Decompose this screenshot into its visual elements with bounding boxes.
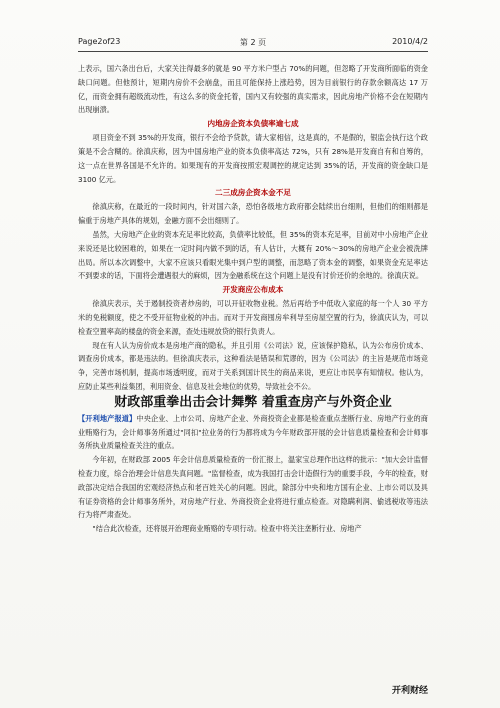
subheading: 内地房企资本负债率逾七成 [207,119,299,129]
header-divider [78,51,428,52]
paragraph: 现在有人认为房价成本是房地产商的隐私，并且引用《公司法》说，应该保护隐私，认为公布房价成本、调查房价成本，都是违法的。但徐滇庆表示，这种看法是错误和荒谬的，因为《公司法》的主旨是规范市场竞争，完善市场机制，提高市场透明度，而对于关系到国计民生的商品来说，更应让市民享有知情权。他认为，应防止某些利益集团，利用资金、信息及社会地位的优势，导致社会不公。 [78,340,428,391]
subheading: 开发商应公布成本 [222,285,284,295]
paragraph: 今年初，在财政部 2005 年会计信息质量检查的一份汇报上，温家宝总理作出这样的批示："加大会计监督检查力度，综合治理会计信息失真问题。"监督检查，成为我国打击会计造假行为的重要手段，今年的检查，财政部决定结合我国的宏观经济热点和老百姓关心的问题。因此，除部分中央和地方国有企业、上市公司以及具有证券资格的会计师事务所外，对房地产行业、外商投资企业将进行重点检查。对隐瞒利润、偷逃税收等违法行为将严肃查处。 [78,455,428,520]
subheading: 二三成房企资本金不足 [215,188,291,198]
article-body [78,62,428,536]
footer-brand: 开利财经 [391,686,428,696]
paragraph: 徐滇庆表示，关于遏制投资者炒房的，可以开征收物业税。然后再给予中低收入家庭的每一个人 30 平方米的免税额度，使之不受开征物业税的冲击。而对于开发商囤房牟利导至房屋空置的行为，徐滇庆认为，可以检查空置率高的楼盘的资金来源，查处违规放贷的银行负责人。 [78,299,428,336]
paragraph: "结合此次检查，还将展开治理商业贿赂的专项行动。检查中将关注垄断行业、房地产 [92,524,362,534]
paragraph-with-tag [78,412,428,453]
paragraph: 虽然，大房地产企业的资本充足率比较高，负债率比较低，但 35%的资本充足率，目前对中小房地产企业来说还是比较困难的，如果在一定时间内做不到的话，有人估计，大概有 20%～30%的房地产企业会被洗牌出局。所以本次调整中，大家不应该只看眼光集中到户型的调整，而忽略了资本金的调整，如果资金充足率达不到要求的话，下面将会遭遇很大的麻烦，因为金融系统在这个问题上是没有讨价还价的余地的。徐滇庆说。 [78,229,428,281]
page-of-count: Page2of23 [78,37,121,46]
page-number-label: 第 2 页 [239,38,267,47]
paragraph-text: 中央企业、上市公司、房地产企业、外商投资企业都是检查重点垄断行业、房地产行业的商业贿赂行为，会计师事务所通过"同扣"拉业务的行为都将成为今年财政部开展的会计信息质量检查和会计师事务所执业质量检查关注的重点。 [78,413,428,451]
paragraph: 徐滇庆称，在最近的一段时间内，针对国六条，恐怕各级地方政府都会陆续出台细则，但他们的细则都是偏重于房地产具体的规划，金融方面不会出细则了。 [78,202,428,226]
paragraph: 项目资金不到 35%的开发商，银行不会给予贷款，请大家相信，这是真的，不是假的，银监会执行这个政策是不会含糊的。徐滇庆称，因为中国房地产业的资本负债率高达 72%，只有 28%是开发商自有和自筹的，这一点在世界各国是不允许的。如果现有的开发商按照宏观调控的规定达到 35%的话，开发商的资金缺口是 3100 亿元。 [78,133,428,184]
source-tag: 【开利地产报道】 [78,413,137,423]
article-title: 财政部重拳出击会计舞弊 着重查房产与外资企业 [114,394,392,410]
paragraph: 上表示，国六条出台后，大家关注得最多的就是 90 平方米户型占 70%的问题，但忽略了开发商所面临的资金缺口问题。但他预计，短期内房价不会崩盘，而且可能保持上涨趋势，因为目前银行的存款余额高达 17 万亿，而资金拥有超级流动性，有这么多的资金托着，国内又有较强的真实需求，因此房地产价格不会在短期内出现崩溃。 [78,64,428,115]
page-header [78,37,428,51]
header-date: 2010/4/2 [392,37,428,46]
